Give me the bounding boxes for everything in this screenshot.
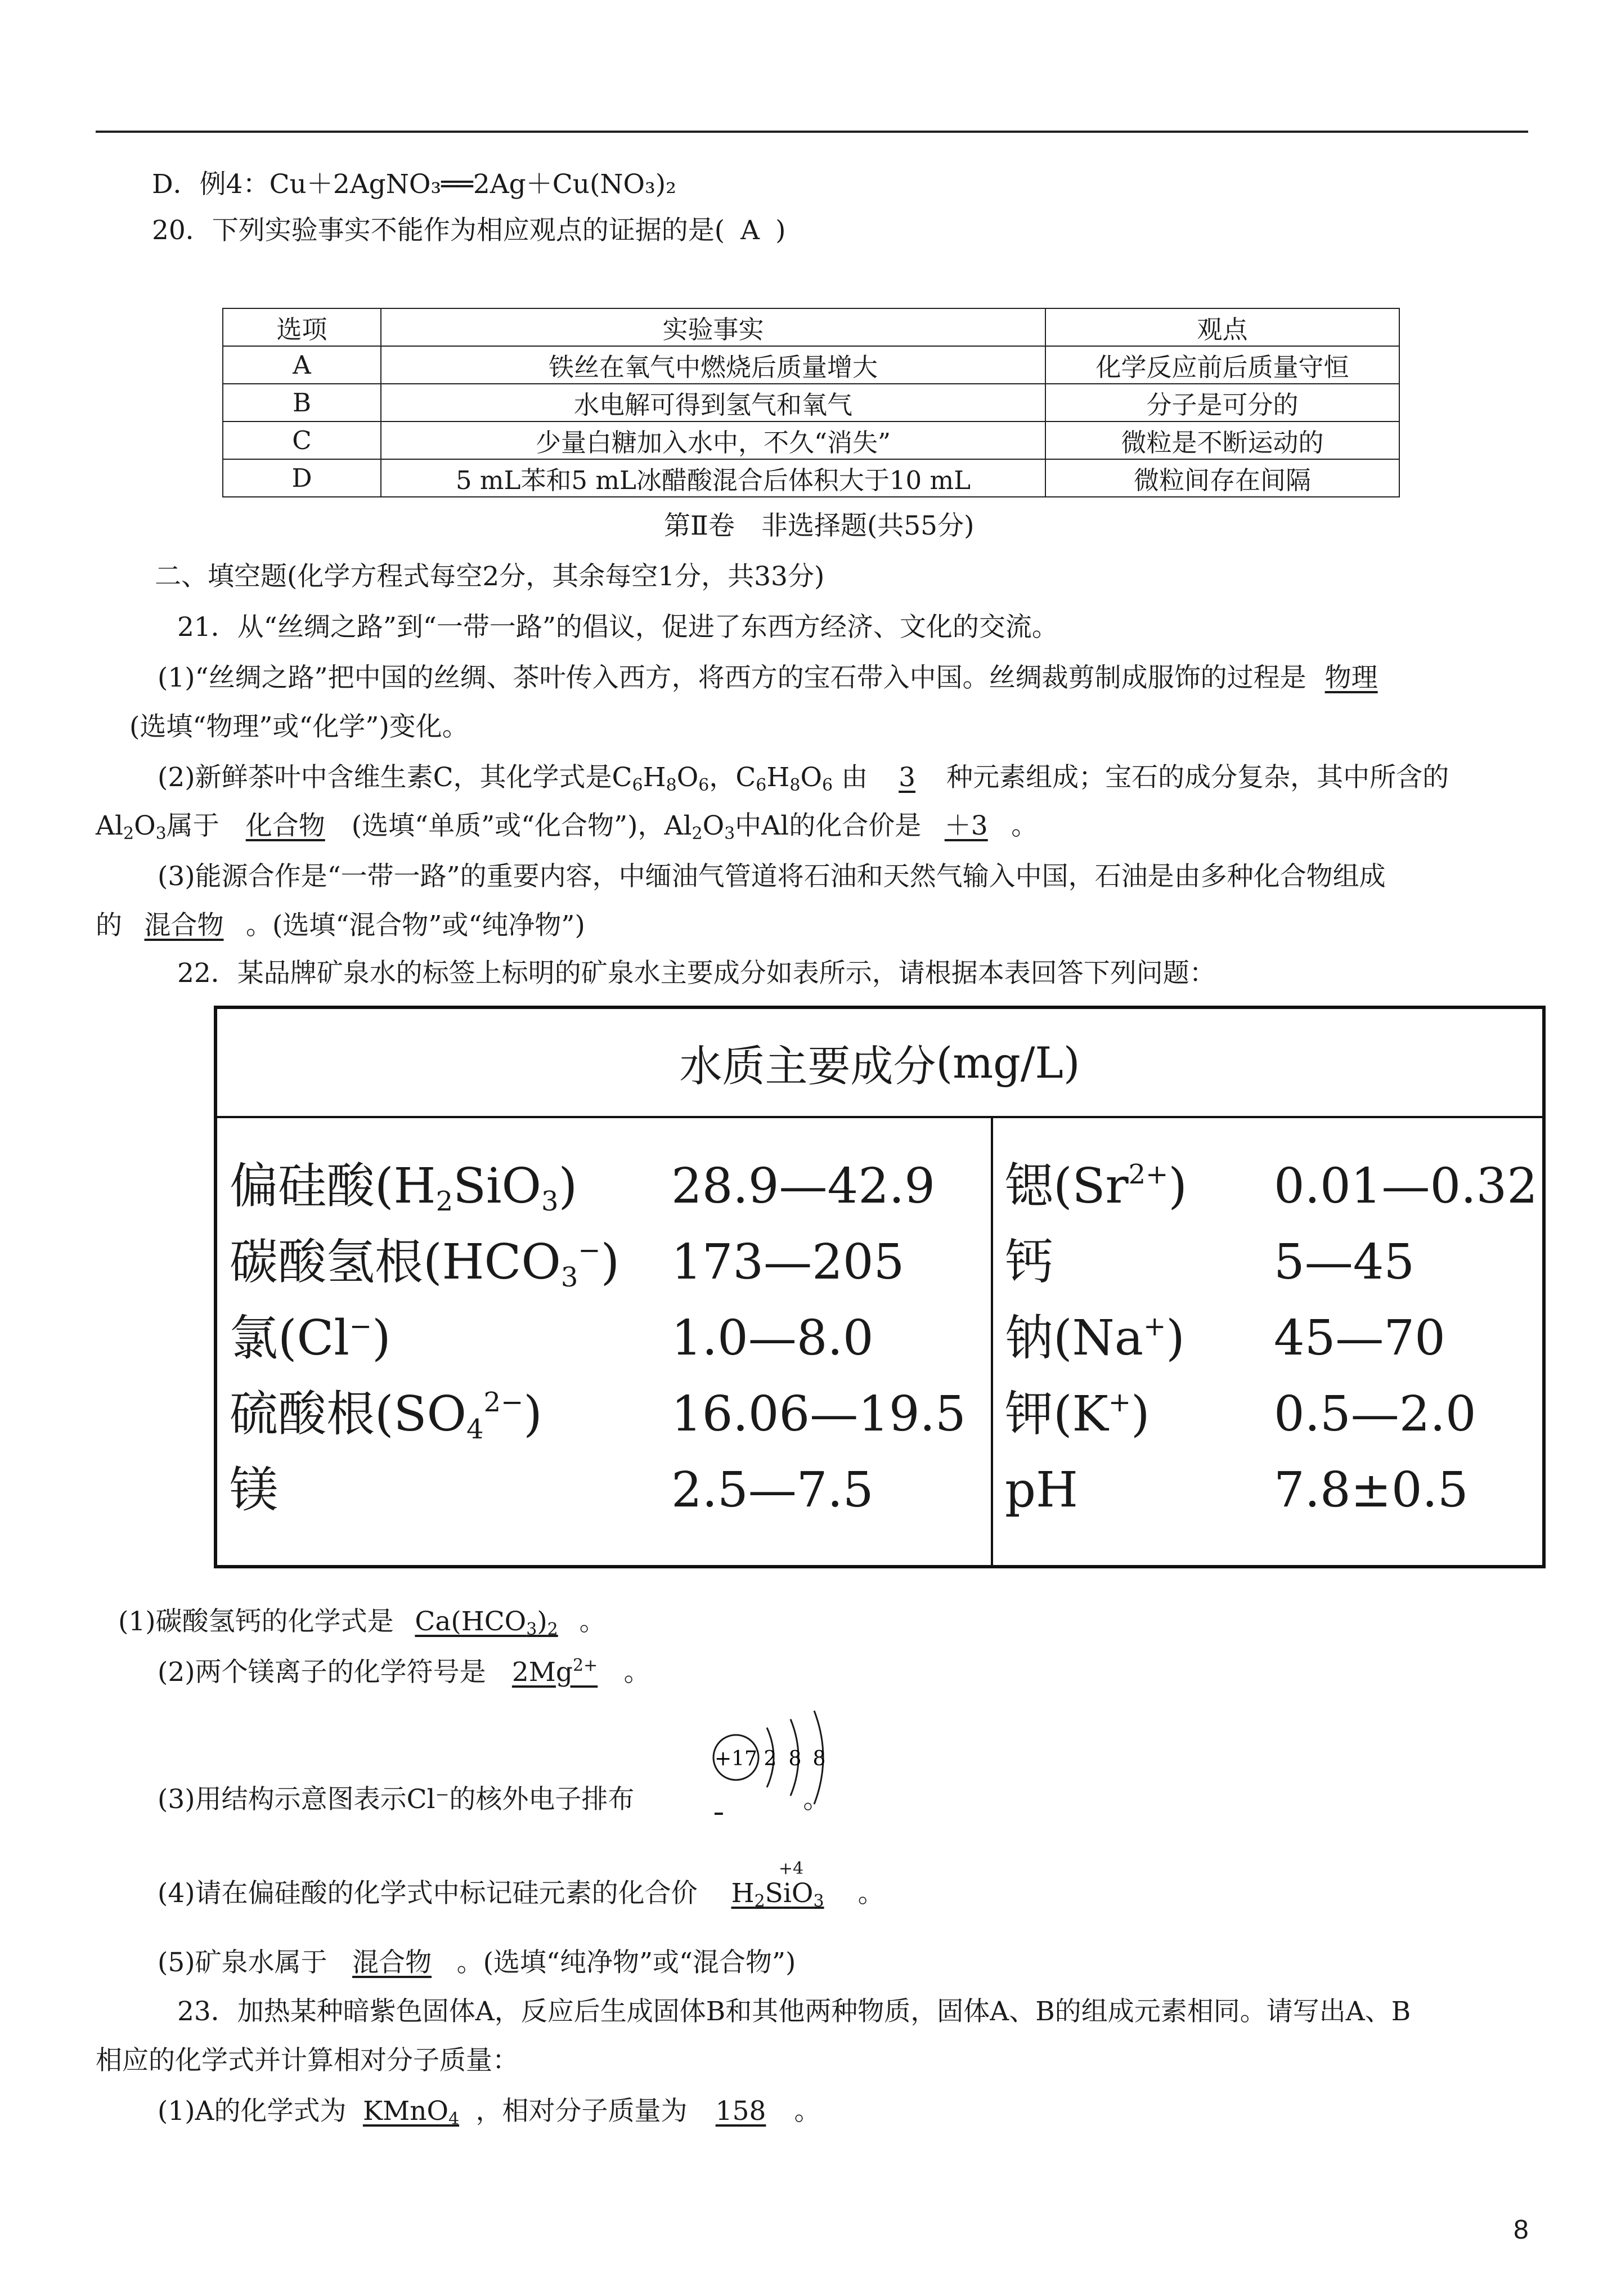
- question-21-1-cont: (选填“物理”或“化学”)变化。: [129, 711, 469, 742]
- q21-1-answer: 物理: [1324, 662, 1378, 693]
- table-row: [223, 384, 1399, 421]
- q20-answer: A: [740, 215, 760, 246]
- table-header-fact: 实验事实: [381, 308, 1045, 346]
- water-label-unit: (mg/L): [936, 1037, 1080, 1088]
- q23-1-answer-formula: KMnO$_4$: [362, 2096, 460, 2129]
- table-cell: 微粒间存在间隔: [1045, 459, 1399, 497]
- q22-2-answer: $2Mg^{2+}$: [511, 1656, 598, 1688]
- question-21: 21．从“丝绸之路”到“一带一路”的倡议，促进了东西方经济、文化的交流。: [177, 612, 1058, 643]
- table-cell: 5 mL苯和5 mL冰醋酸混合后体积大于10 mL: [381, 459, 1045, 497]
- table-header-viewpoint: 观点: [1045, 308, 1399, 346]
- question-21-1: (1)“丝绸之路”把中国的丝绸、茶叶传入西方，将西方的宝石带入中国。丝绸裁剪制成服饰的过程是 物理: [158, 661, 1397, 695]
- water-quality-label: [214, 1006, 1546, 1568]
- question-20: 20．下列实验事实不能作为相应观点的证据的是( A ): [152, 214, 786, 248]
- shell-2-electrons: 8: [788, 1747, 802, 1770]
- q23-1-answer-mass: 158: [715, 2096, 766, 2127]
- table-cell: A: [223, 346, 381, 384]
- water-label-divider: [991, 1116, 993, 1568]
- water-row-silicic-acid: 偏硅酸$(H_2SiO_3)$ 28.9—42.9: [230, 1158, 935, 1217]
- question-21-2-cont: $Al_2O_3$属于 化合物 (选填“单质”或“化合物”)，$Al_2O_3$中Al的化合价是 ＋3 。: [96, 810, 1038, 844]
- table-cell: 微粒是不断运动的: [1045, 421, 1399, 459]
- question-23: 23．加热某种暗紫色固体A，反应后生成固体B和其他两种物质，固体A、B的组成元素相同。请写出A、B: [177, 1996, 1411, 2027]
- water-row-sodium: 钠(Na+) 45—70: [1005, 1310, 1445, 1366]
- water-row-strontium: 锶$(Sr^{2+})$ 0.01—0.32: [1005, 1158, 1538, 1214]
- table-cell: 水电解可得到氢气和氧气: [381, 384, 1045, 421]
- question-22-5: (5)矿泉水属于 混合物 。(选填“纯净物”或“混合物”): [158, 1946, 796, 1980]
- shell-3-electrons: 8: [812, 1747, 826, 1770]
- table-cell: B: [223, 384, 381, 421]
- question-21-2: (2)新鲜茶叶中含维生素C，其化学式是$C_6H_8O_6$，$C_6H_8O_6$ 由 3 种元素组成；宝石的成分复杂，其中所含的: [158, 762, 1449, 795]
- shell-1-electrons: 2: [764, 1747, 777, 1770]
- q21-2-answer-category: 化合物: [245, 810, 325, 841]
- question-21-3: (3)能源合作是“一带一路”的重要内容，中缅油气管道将石油和天然气输入中国，石油是由多种化合物组成: [158, 861, 1386, 892]
- question-22-4: (4)请在偏硅酸的化学式中标记硅元素的化合价 $H_2Si$ +4 $O_3$ 。: [158, 1859, 884, 1911]
- experiment-facts-table: [222, 308, 1400, 497]
- water-label-title: 水质主要成分 (mg/L): [217, 1009, 1542, 1118]
- question-23-1: (1)A的化学式为 KMnO$_4$ ，相对分子质量为 158 。: [158, 2096, 821, 2129]
- question-22: 22．某品牌矿泉水的标签上标明的矿泉水主要成分如表所示，请根据本表回答下列问题：: [177, 958, 1216, 989]
- water-row-ph: pH 7.8±0.5: [1005, 1462, 1469, 1518]
- water-row-calcium: 钙 5—45: [1005, 1234, 1415, 1290]
- question-21-3-cont: 的 混合物 。(选填“混合物”或“纯净物”): [96, 909, 585, 943]
- question-22-2: (2)两个镁离子的化学符号是 $2Mg^{2+}$ 。: [158, 1656, 650, 1689]
- table-row: [223, 346, 1399, 384]
- water-row-potassium: 钾(K+) 0.5—2.0: [1005, 1386, 1476, 1442]
- q21-3-answer: 混合物: [144, 910, 224, 941]
- page-number: 8: [1514, 2215, 1529, 2245]
- q22-1-answer: $Ca(HCO_3)_2$: [415, 1606, 558, 1639]
- table-row: [223, 421, 1399, 459]
- q22-5-answer: 混合物: [352, 1947, 432, 1978]
- water-row-magnesium: 镁 2.5—7.5: [230, 1462, 874, 1518]
- option-d-line: D．例4：Cu＋2AgNO₃══2Ag＋Cu(NO₃)₂: [152, 169, 677, 200]
- part-two-title: 二、填空题(化学方程式每空2分，其余每空1分，共33分): [155, 561, 825, 592]
- table-header-row: [223, 308, 1399, 346]
- table-header-option: 选项: [223, 308, 381, 346]
- q21-2-answer-elements: 3: [899, 762, 916, 793]
- table-cell: 分子是可分的: [1045, 384, 1399, 421]
- section-title: 第Ⅱ卷 非选择题(共55分): [664, 510, 975, 541]
- question-22-3: (3)用结构示意图表示Cl⁻的核外电子排布 。: [158, 1784, 830, 1815]
- header-rule: [96, 131, 1528, 133]
- table-cell: 铁丝在氧气中燃烧后质量增大: [381, 346, 1045, 384]
- water-row-sulfate: 硫酸根$(SO_4^{2-})$ 16.06—19.5: [230, 1386, 966, 1445]
- q22-4-answer: $H_2Si$ +4 $O_3$: [731, 1859, 824, 1911]
- table-row: [223, 459, 1399, 497]
- table-cell: 化学反应前后质量守恒: [1045, 346, 1399, 384]
- table-cell: 少量白糖加入水中，不久“消失”: [381, 421, 1045, 459]
- nucleus-charge: +17: [715, 1747, 757, 1770]
- q21-2-answer-valence: ＋3: [944, 810, 988, 841]
- table-cell: C: [223, 421, 381, 459]
- chlorine-ion-structure-diagram: [706, 1702, 847, 1809]
- water-row-chloride: 氯(Cl−) 1.0—8.0: [230, 1310, 874, 1366]
- table-cell: D: [223, 459, 381, 497]
- water-row-bicarbonate: 碳酸氢根$(HCO_3^-)$ 173—205: [230, 1234, 905, 1293]
- question-22-1: (1)碳酸氢钙的化学式是 $Ca(HCO_3)_2$ 。: [118, 1606, 606, 1639]
- question-23-cont: 相应的化学式并计算相对分子质量：: [96, 2045, 519, 2076]
